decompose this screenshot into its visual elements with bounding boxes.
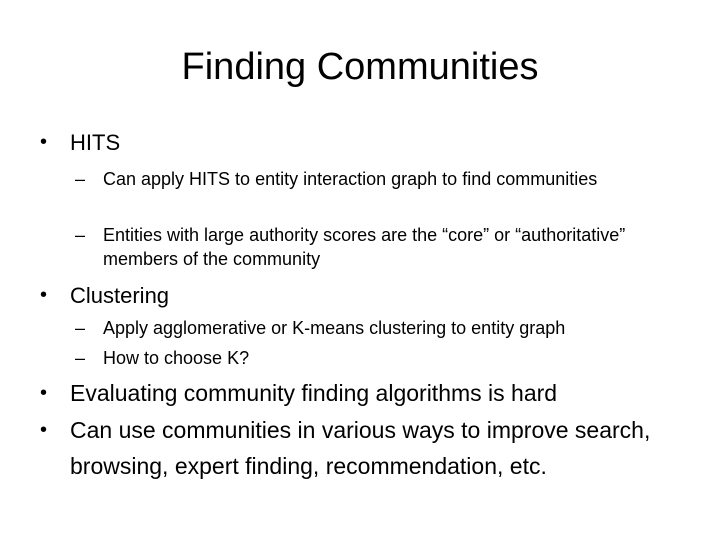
bullet-dot-icon: • (40, 382, 48, 404)
subitem-text: Entities with large authority scores are the “core” or “authoritative” members of the community (103, 225, 626, 269)
subitem-hits-1 (75, 167, 675, 191)
bullet-evaluating (40, 375, 680, 411)
bullet-can-use (40, 412, 680, 484)
dash-icon: – (75, 348, 86, 368)
bullet-label: Can use communities in various ways to improve search, browsing, expert finding, recommendation, etc. (70, 417, 651, 479)
bullet-label: Clustering (70, 283, 170, 308)
bullet-dot-icon: • (40, 284, 48, 306)
dash-icon: – (75, 225, 86, 245)
subitem-hits-2 (75, 223, 675, 271)
bullet-label: HITS (70, 130, 121, 155)
bullet-dot-icon: • (40, 131, 48, 153)
subitem-text: How to choose K? (103, 348, 250, 368)
dash-icon: – (75, 318, 86, 338)
dash-icon: – (75, 169, 86, 189)
bullet-hits (40, 129, 680, 156)
subitem-text: Can apply HITS to entity interaction graph to find communities (103, 169, 598, 189)
slide-title: Finding Communities (181, 46, 539, 88)
bullet-label: Evaluating community finding algorithms is hard (70, 380, 558, 406)
bullet-dot-icon: • (40, 419, 48, 441)
subitem-clustering-1 (75, 316, 675, 340)
bullet-clustering (40, 282, 680, 309)
subitem-clustering-2 (75, 346, 675, 370)
subitem-text: Apply agglomerative or K-means clustering to entity graph (103, 318, 566, 338)
